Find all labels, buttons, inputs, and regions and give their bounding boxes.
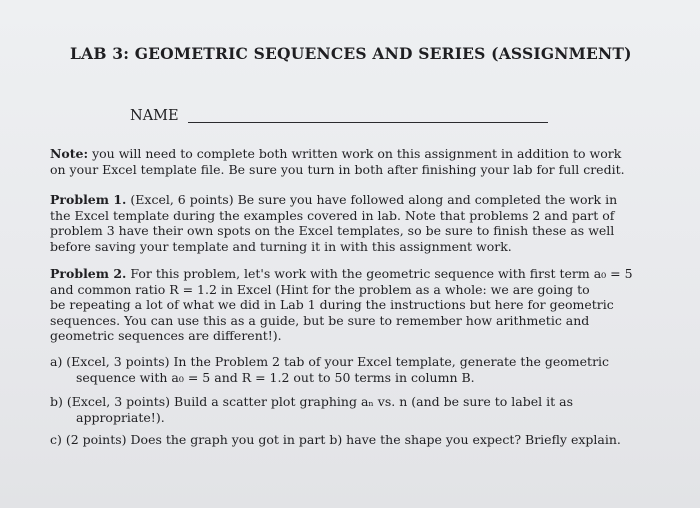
note-label: Note: (50, 146, 89, 161)
problem-1-label: Problem 1. (50, 192, 127, 207)
part-c (50, 432, 640, 448)
problem-1 (50, 192, 630, 254)
note-paragraph (50, 146, 630, 177)
part-c-line-1: c) (2 points) Does the graph you got in part b) have the shape you expect? Briefly explain. (50, 432, 621, 447)
problem-1-line-3: problem 3 have their own spots on the Excel templates, so be sure to finish these as well (50, 223, 615, 238)
problem-2-line-1: For this problem, let's work with the geometric sequence with first term a₀ = 5 (130, 266, 633, 281)
part-a-line-1: a) (Excel, 3 points) In the Problem 2 tab of your Excel template, generate the geometric (50, 354, 610, 369)
problem-2-line-5: geometric sequences are different!). (50, 328, 282, 343)
problem-1-line-4: before saving your template and turning it in with this assignment work. (50, 238, 512, 254)
problem-2-label: Problem 2. (50, 266, 127, 281)
problem-2-line-3: be repeating a lot of what we did in Lab 1 during the instructions but here for geometric (50, 297, 614, 312)
note-line-2: on your Excel template file. Be sure you turn in both after finishing your lab for full credit. (50, 161, 625, 177)
name-blank-line (188, 122, 548, 123)
problem-1-line-1: (Excel, 6 points) Be sure you have followed along and completed the work in (130, 192, 618, 207)
part-b-line-2: appropriate!). (76, 409, 165, 425)
part-a (50, 354, 640, 385)
part-a-line-2: sequence with a₀ = 5 and R = 1.2 out to 50 terms in column B. (76, 369, 475, 385)
problem-2 (50, 266, 633, 344)
problem-2-line-2: and common ratio R = 1.2 in Excel (Hint for the problem as a whole: we are going to (50, 281, 590, 297)
part-b (50, 394, 640, 425)
problem-2-line-4: sequences. You can use this as a guide, but be sure to remember how arithmetic and (50, 312, 590, 328)
part-b-line-1: b) (Excel, 3 points) Build a scatter plot graphing aₙ vs. n (and be sure to label it as (50, 394, 573, 409)
assignment-title: LAB 3: GEOMETRIC SEQUENCES AND SERIES (ASSIGNMENT) (70, 44, 632, 63)
name-label: NAME (130, 108, 179, 124)
problem-1-line-2: the Excel template during the examples covered in lab. Note that problems 2 and part of (50, 207, 615, 223)
note-line-1: you will need to complete both written work on this assignment in addition to work (92, 146, 622, 161)
